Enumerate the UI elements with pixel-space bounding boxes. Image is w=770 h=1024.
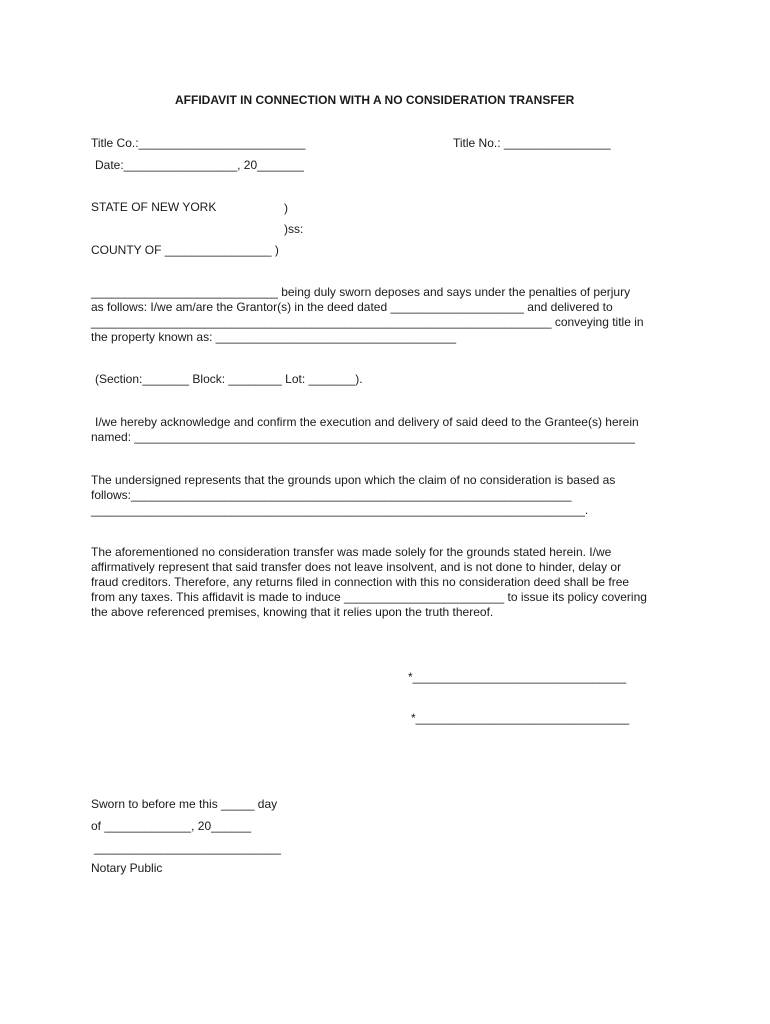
signature-line-2: *________________________________ (411, 711, 630, 725)
sworn-statement: Sworn to before me this _____ day (91, 797, 278, 811)
county-label: COUNTY OF ________________ ) (91, 243, 279, 257)
document-title: AFFIDAVIT IN CONNECTION WITH A NO CONSIDERATION TRANSFER (175, 93, 575, 107)
paragraph-line: ____________________________ being duly sworn deposes and says under the penalties of perjury (91, 285, 631, 299)
paragraph-line: __________________________________________________________________________. (91, 503, 589, 517)
state-paren: ) (284, 201, 288, 215)
paragraph-line: as follows: I/we am/are the Grantor(s) in the deed dated ____________________ and delivered to (91, 300, 613, 314)
paragraph-line: The aforementioned no consideration transfer was made solely for the grounds stated herein. I/we (91, 545, 612, 559)
notary-signature-line: ____________________________ (94, 841, 281, 855)
state-label: STATE OF NEW YORK (91, 200, 217, 214)
paragraph-line: follows:__________________________________________________________________ (91, 488, 572, 502)
paragraph-line: the property known as: ____________________________________ (91, 330, 456, 344)
notary-public-label: Notary Public (91, 861, 163, 875)
title-no-field: Title No.: ________________ (453, 136, 611, 150)
paragraph-line: The undersigned represents that the grounds upon which the claim of no consideration is based as (91, 473, 616, 487)
ss-label: )ss: (284, 222, 304, 236)
paragraph-line: the above referenced premises, knowing that it relies upon the truth thereof. (91, 605, 494, 619)
signature-line-1: *________________________________ (408, 670, 627, 684)
paragraph-line: from any taxes. This affidavit is made to induce ________________________ to issue its policy covering (91, 590, 647, 604)
paragraph-line: I/we hereby acknowledge and confirm the execution and delivery of said deed to the Grantee(s) herein (95, 415, 639, 429)
paragraph-line: affirmatively represent that said transfer does not leave insolvent, and is not done to hinder, delay or (91, 560, 622, 574)
sworn-date: of _____________, 20______ (91, 819, 252, 833)
paragraph-line: fraud creditors. Therefore, any returns filed in connection with this no consideration deed shall be free (91, 575, 630, 589)
section-block-lot: (Section:_______ Block: ________ Lot: _______). (95, 372, 363, 386)
title-co-field: Title Co.:_________________________ (91, 136, 306, 150)
paragraph-line: _____________________________________________________________________ conveying title in (91, 315, 644, 329)
date-field: Date:_________________, 20_______ (95, 158, 304, 172)
paragraph-line: named: ___________________________________________________________________________ (91, 430, 635, 444)
